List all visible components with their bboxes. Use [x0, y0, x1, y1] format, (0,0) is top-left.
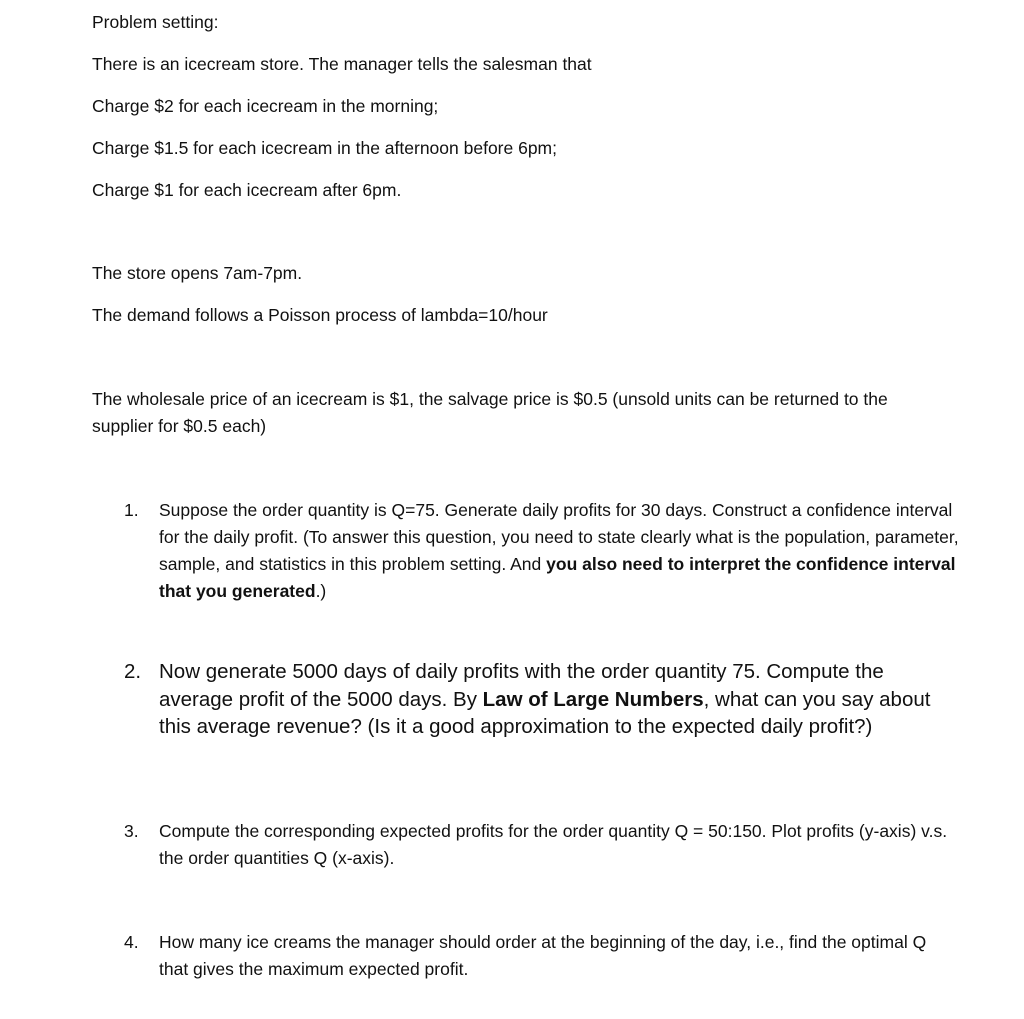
setting-morning-price: Charge $2 for each icecream in the morning;: [92, 96, 439, 116]
price-info: The wholesale price of an icecream is $1, the salvage price is $0.5 (unsold units can be returned to the supplier for $0.5 each): [92, 389, 888, 436]
setting-intro: There is an icecream store. The manager tells the salesman that: [92, 54, 592, 74]
question-1-number: 1.: [124, 500, 139, 520]
setting-afternoon-price: Charge $1.5 for each icecream in the afternoon before 6pm;: [92, 138, 557, 158]
problem-heading: Problem setting:: [92, 12, 219, 32]
question-3-number: 3.: [124, 821, 139, 841]
question-2-number: 2.: [124, 660, 142, 683]
demand-process: The demand follows a Poisson process of lambda=10/hour: [92, 305, 548, 325]
store-hours: The store opens 7am-7pm.: [92, 263, 303, 283]
question-2-emphasis: Law of Large Numbers: [482, 687, 704, 711]
question-2-text: Now generate 5000 days of daily profits with the order quantity 75. Compute the average profit of the 5000 days. By Law of Large Numbers, what can you say about this average revenue? (Is it a good approximation to the expected daily profit?): [159, 660, 931, 738]
setting-evening-price: Charge $1 for each icecream after 6pm.: [92, 180, 402, 200]
question-3-text: Compute the corresponding expected profits for the order quantity Q = 50:150. Plot profits (y-axis) v.s. the order quantities Q (x-axis).: [159, 821, 948, 868]
question-1-text: Suppose the order quantity is Q=75. Generate daily profits for 30 days. Construct a confidence interval for the daily profit. (To answer this question, you need to state clearly what is the population, parameter, sample, and statistics in this problem setting. And you also need to interpret the confidence interval that you generated.): [159, 500, 959, 601]
question-1-emphasis: you also need to interpret the confidence interval that you generated: [159, 554, 956, 601]
question-4-number: 4.: [124, 932, 139, 952]
question-4-text: How many ice creams the manager should order at the beginning of the day, i.e., find the optimal Q that gives the maximum expected profit.: [159, 932, 927, 979]
